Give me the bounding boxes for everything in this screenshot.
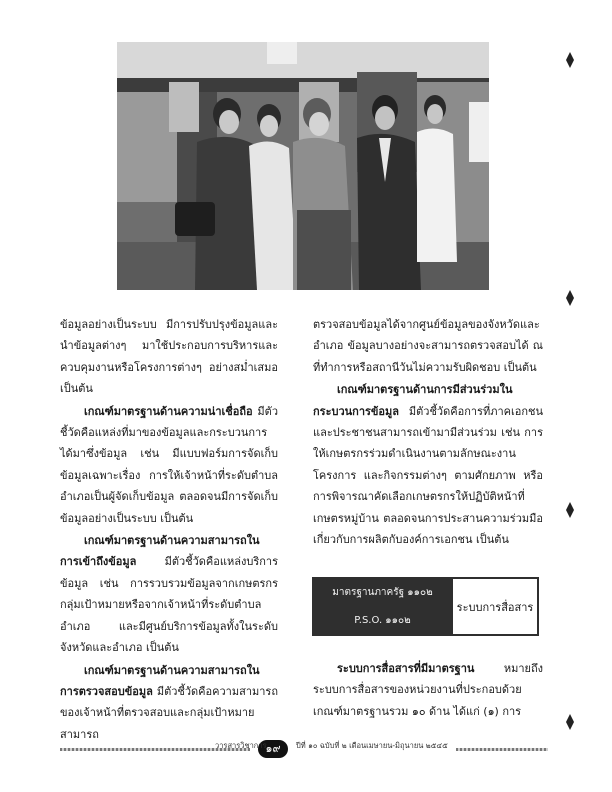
group-photo-illustration — [117, 42, 489, 290]
standard-box — [312, 577, 539, 636]
left-paragraph-4-body: มีตัวชี้วัดคือความสามารถของเจ้าหน้าที่ตรวจสอบและกลุ่มเป้าหมาย สามารถ — [60, 684, 278, 741]
margin-ornament-icon — [560, 712, 580, 732]
standard-title-en: P.S.O. ๑๑๐๒ — [313, 607, 452, 636]
left-paragraph-3 — [60, 530, 278, 658]
left-paragraph-3-heading: เกณฑ์มาตรฐานด้านความสามารถในการเข้าถึงข้อมูล — [60, 534, 260, 569]
page-footer — [0, 730, 612, 774]
right-paragraph-3-body: หมายถึง ระบบการสื่อสารของหน่วยงานที่ประกอบด้วยเกณฑ์มาตรฐานรวม ๑๐ ด้าน ได้แก่ (๑) การ — [313, 662, 543, 718]
left-paragraph-4-heading: เกณฑ์มาตรฐานด้านความสามารถในการตรวจสอบข้อมูล — [60, 663, 260, 698]
right-paragraph-3 — [313, 658, 543, 722]
standard-subject: ระบบการสื่อสาร — [452, 578, 538, 635]
issue-info: ปีที่ ๑๐ ฉบับที่ ๒ เดือนเมษายน-มิถุนายน ๒๕๔๕ — [296, 741, 448, 750]
right-column-bottom — [313, 658, 543, 723]
right-paragraph-1: ตรวจสอบข้อมูลได้จากศูนย์ข้อมูลของจังหวัดและอำเภอ ข้อมูลบางอย่างจะสามารถตรวจสอบได้ ณ ที่ทำการหรือสถานีวันไม่ความรับผิดชอบ เป็นต้น — [313, 318, 543, 374]
left-paragraph-1: ข้อมูลอย่างเป็นระบบ มีการปรับปรุงข้อมูลและนำข้อมูลต่างๆ มาใช้ประกอบการบริหารและควบคุมงานหรือโครงการต่างๆ อย่างสม่ำเสมอ เป็นต้น — [60, 318, 278, 396]
margin-ornament-icon — [560, 50, 580, 70]
footer-rule-right — [456, 748, 548, 751]
right-paragraph-3-heading: ระบบการสื่อสารที่มีมาตรฐาน — [337, 662, 475, 675]
page-number: ๑๙ — [258, 740, 288, 758]
right-paragraph-2-heading: เกณฑ์มาตรฐานด้านการมีส่วนร่วมในกระบวนการข้อมูล — [313, 383, 513, 418]
standard-title-th: มาตรฐานภาครัฐ ๑๑๐๒ — [313, 578, 452, 607]
right-paragraph-2 — [313, 379, 543, 550]
left-paragraph-2-heading: เกณฑ์มาตรฐานด้านความน่าเชื่อถือ — [84, 404, 253, 418]
margin-ornament-icon — [560, 288, 580, 308]
left-paragraph-2 — [60, 401, 278, 529]
left-paragraph-3-body: มีตัวชี้วัดคือแหล่งบริการข้อมูล เช่น การรวบรวมข้อมูลจากเกษตรกรกลุ่มเป้าหมายหรือจากเจ้าหน้าที่ระดับตำบล อำเภอ และมีศูนย์บริการข้อมูลทั้งในระดับจังหวัดและอำเภอ เป็นต้น — [60, 555, 278, 655]
right-column-top — [313, 314, 543, 551]
left-column — [60, 314, 278, 746]
journal-name: วารสารวิชาการ — [215, 741, 267, 750]
margin-ornament-icon — [560, 500, 580, 520]
article-photo — [117, 42, 489, 290]
left-paragraph-2-body: มีตัวชี้วัดคือแหล่งที่มาของข้อมูลและกระบวนการได้มาซึ่งข้อมูล เช่น มีแบบฟอร์มการจัดเก็บข้อมูลเฉพาะเรื่อง การให้เจ้าหน้าที่ระดับตำบล อำเภอเป็นผู้จัดเก็บข้อมูล ตลอดจนมีการจัดเก็บข้อมูลอย่างเป็นระบบ เป็นต้น — [60, 404, 278, 525]
right-paragraph-2-body: มีตัวชี้วัดคือการที่ภาคเอกชนและประชาชนสามารถเข้ามามีส่วนร่วม เช่น การให้เกษตรกรร่วมดำเนินงานตามลักษณะงานโครงการ และกิจกรรมต่างๆ ตามศักยภาพ หรือการพิจารณาคัดเลือกเกษตรกรให้ปฏิบัติหน้าที่เกษตรหมู่บ้าน ตลอดจนการประสานความร่วมมือเกี่ยวกับการผลิตกับองค์การเอกชน เป็นต้น — [313, 404, 543, 547]
